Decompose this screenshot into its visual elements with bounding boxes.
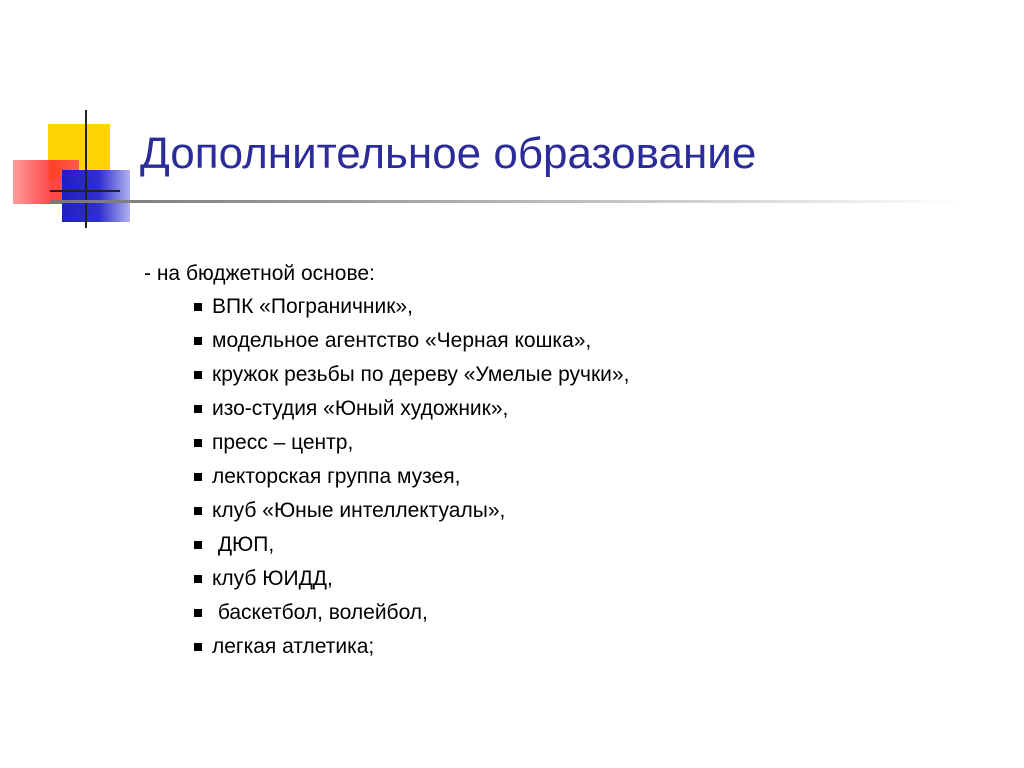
- list-item-text: баскетбол, волейбол,: [212, 601, 428, 624]
- list-item-text: лекторская группа музея,: [212, 465, 461, 488]
- list-item: [194, 290, 964, 324]
- square-bullet-icon: [194, 473, 202, 481]
- square-bullet-icon: [194, 541, 202, 549]
- decorative-logo: [0, 0, 160, 240]
- list-item: [194, 528, 964, 562]
- list-item-text: модельное агентство «Черная кошка»,: [212, 329, 592, 352]
- square-bullet-icon: [194, 303, 202, 311]
- list-item: [194, 630, 964, 664]
- square-bullet-icon: [194, 575, 202, 583]
- list-item: [194, 358, 964, 392]
- bullet-list: [144, 290, 964, 664]
- list-item-text: изо-студия «Юный художник»,: [212, 397, 509, 420]
- square-bullet-icon: [194, 371, 202, 379]
- list-item: [194, 460, 964, 494]
- square-bullet-icon: [194, 507, 202, 515]
- list-item-text: пресс – центр,: [212, 431, 354, 454]
- list-item-text: кружок резьбы по дереву «Умелые ручки»,: [212, 363, 630, 386]
- list-item: [194, 426, 964, 460]
- list-item-text: ВПК «Пограничник»,: [212, 295, 413, 318]
- list-item: [194, 562, 964, 596]
- square-bullet-icon: [194, 337, 202, 345]
- square-bullet-icon: [194, 609, 202, 617]
- list-item: [194, 596, 964, 630]
- square-bullet-icon: [194, 643, 202, 651]
- square-bullet-icon: [194, 439, 202, 447]
- title-underline: [50, 200, 960, 203]
- list-item: [194, 324, 964, 358]
- square-bullet-icon: [194, 405, 202, 413]
- list-item: [194, 392, 964, 426]
- blue-square: [62, 170, 130, 222]
- list-item-text: клуб «Юные интеллектуалы»,: [212, 499, 506, 522]
- slide-content: [144, 258, 964, 664]
- list-item-text: клуб ЮИДД,: [212, 567, 333, 590]
- lead-line: - на бюджетной основе:: [144, 262, 375, 285]
- list-item-text: ДЮП,: [212, 533, 275, 556]
- slide-title: Дополнительное образование: [140, 129, 757, 178]
- vertical-line: [85, 110, 87, 228]
- list-item: [194, 494, 964, 528]
- horizontal-line: [50, 190, 120, 192]
- list-item-text: легкая атлетика;: [212, 635, 375, 658]
